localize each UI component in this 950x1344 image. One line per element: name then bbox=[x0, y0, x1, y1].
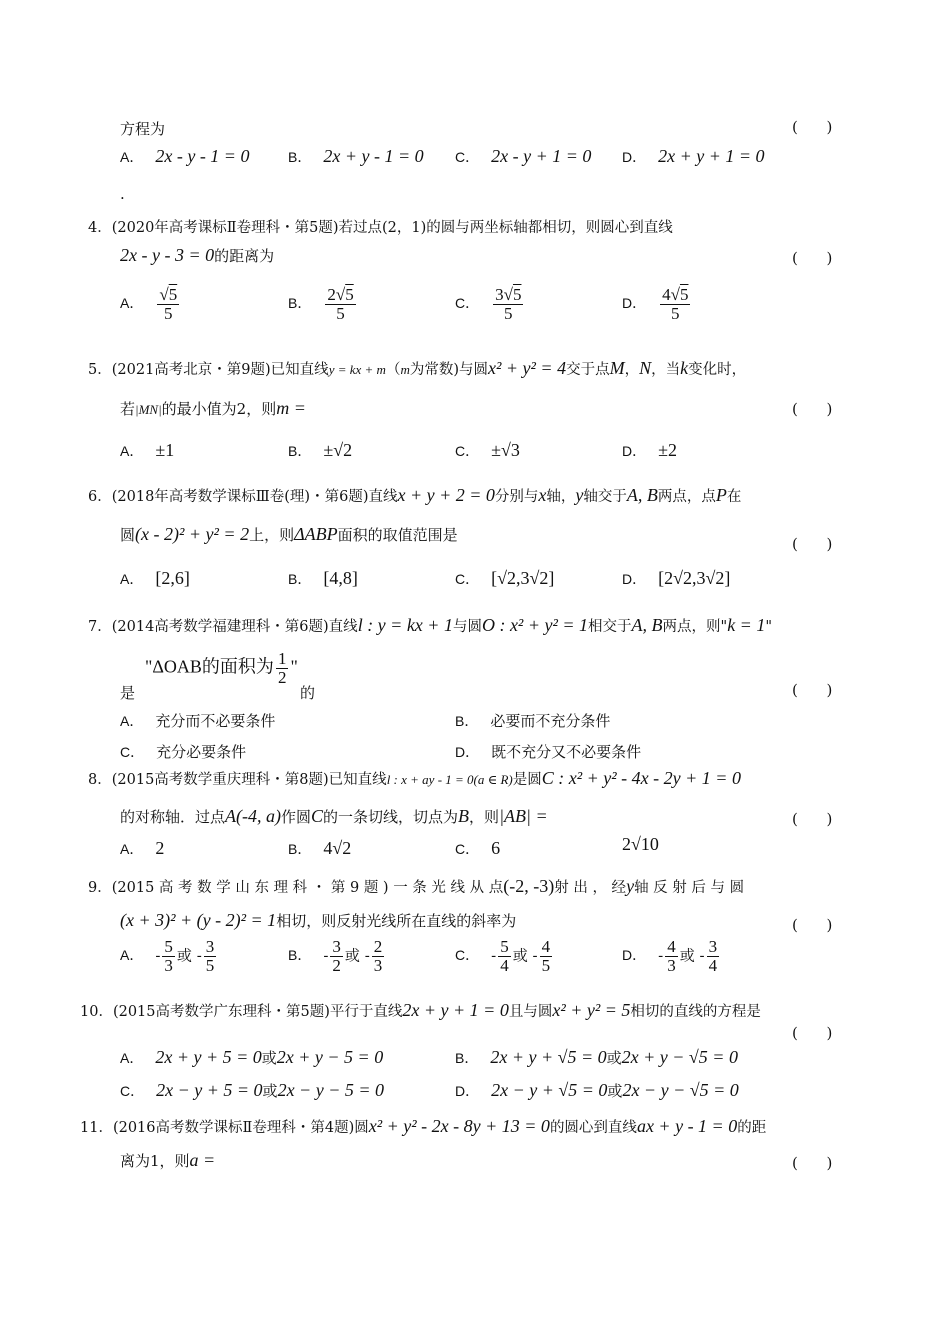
option-d: D． $\frac{4√5}{5}$ bbox=[622, 285, 689, 323]
option-c: C． 充分必要条件 bbox=[120, 743, 247, 761]
option-a: A． 充分而不必要条件 bbox=[120, 712, 276, 730]
option-d: D． ±2 bbox=[622, 440, 678, 460]
option-a: A． - $\frac{5}{3}$ 或 - $\frac{3}{5}$ bbox=[120, 937, 215, 975]
answer-bracket: ( ) bbox=[792, 681, 833, 699]
question-10-line1: 10．(2015高考数学广东理科・第5题)平行于直线2x + y + 1 = 0且与圆x² + y² = 5相切的直线的方程是 bbox=[80, 1000, 761, 1020]
option-c: C． 2x - y + 1 = 0 bbox=[455, 146, 592, 166]
option-c: C． $\frac{3√5}{5}$ bbox=[455, 285, 522, 323]
question-6-line1: 6．(2018年高考数学课标Ⅲ卷(理)・第6题)直线x + y + 2 = 0分别与x轴，y轴交于A, B两点，点P在 bbox=[88, 485, 742, 505]
option-a: A． 2x - y - 1 = 0 bbox=[120, 146, 250, 166]
question-7-quote: "ΔOAB的面积为 $\frac{1}{2}$ " bbox=[145, 649, 298, 687]
option-b: B． $\frac{2√5}{5}$ bbox=[288, 285, 354, 323]
option-b: B． 必要而不充分条件 bbox=[455, 712, 611, 730]
option-d: D． [2√2,3√2] bbox=[622, 568, 731, 588]
option-b: B． - $\frac{3}{2}$ 或 - $\frac{2}{3}$ bbox=[288, 937, 383, 975]
question-7-de: 的 bbox=[300, 684, 316, 702]
question-11-line1: 11．(2016高考数学课标Ⅱ卷理科・第4题)圆x² + y² - 2x - 8y + 13 = 0的圆心到直线ax + y - 1 = 0的距 bbox=[80, 1116, 767, 1136]
answer-bracket: ( ) bbox=[792, 118, 833, 136]
answer-bracket: ( ) bbox=[792, 1024, 833, 1042]
option-a: A． 2x + y + 5 = 0或2x + y − 5 = 0 bbox=[120, 1047, 384, 1067]
option-a: A． ±1 bbox=[120, 440, 175, 460]
option-d: 2√10 bbox=[622, 834, 659, 854]
prev-question-stem: 方程为 bbox=[120, 120, 166, 138]
answer-bracket: ( ) bbox=[792, 249, 833, 267]
question-5-line2: 若|MN|的最小值为2，则m = bbox=[120, 398, 306, 418]
question-7-line1: 7．(2014高考数学福建理科・第6题)直线l : y = kx + 1与圆O : x² + y² = 1相交于A, B两点，则"k = 1" bbox=[88, 615, 772, 635]
question-8-line2: 的对称轴．过点A(-4, a)作圆C的一条切线，切点为B，则|AB| = bbox=[120, 806, 548, 826]
answer-bracket: ( ) bbox=[792, 916, 833, 934]
question-7-shi: 是 bbox=[120, 684, 136, 702]
question-8-line1: 8．(2015高考数学重庆理科・第8题)已知直线l : x + ay - 1 = 0(a ∈ R)是圆C : x² + y² - 4x - 2y + 1 = 0 bbox=[88, 768, 741, 788]
option-b: B． 2x + y + √5 = 0或2x + y − √5 = 0 bbox=[455, 1047, 738, 1067]
option-c: C． 6 bbox=[455, 838, 501, 858]
option-b: B． [4,8] bbox=[288, 568, 358, 588]
option-a: A． 2 bbox=[120, 838, 165, 858]
option-d: D． 2x − y + √5 = 0或2x − y − √5 = 0 bbox=[455, 1080, 739, 1100]
answer-bracket: ( ) bbox=[792, 400, 833, 418]
question-4-line2: 2x - y - 3 = 0的距离为 bbox=[120, 245, 275, 265]
stray-dot: . bbox=[120, 185, 125, 203]
question-4-line1: 4．(2020年高考课标Ⅱ卷理科・第5题)若过点(2，1)的圆与两坐标轴都相切，则圆心到直线 bbox=[88, 220, 673, 236]
question-5-line1: 5．(2021高考北京・第9题)已知直线y = kx + m（m为常数)与圆x² + y² = 4交于点M，N，当k变化时， bbox=[88, 358, 747, 378]
question-9-line2: (x + 3)² + (y - 2)² = 1相切，则反射光线所在直线的斜率为 bbox=[120, 910, 517, 930]
option-c: C． ±√3 bbox=[455, 440, 520, 460]
option-a: A． [2,6] bbox=[120, 568, 190, 588]
answer-bracket: ( ) bbox=[792, 535, 833, 553]
answer-bracket: ( ) bbox=[792, 1154, 833, 1172]
option-d: D． 2x + y + 1 = 0 bbox=[622, 146, 765, 166]
option-a: A． $\frac{√5}{5}$ bbox=[120, 285, 178, 323]
question-6-line2: 圆(x - 2)² + y² = 2上，则ΔABP面积的取值范围是 bbox=[120, 524, 458, 544]
option-d: D． 既不充分又不必要条件 bbox=[455, 743, 642, 761]
option-c: C． [√2,3√2] bbox=[455, 568, 555, 588]
option-b: B． 2x + y - 1 = 0 bbox=[288, 146, 424, 166]
question-11-line2: 离为1，则a = bbox=[120, 1150, 216, 1170]
answer-bracket: ( ) bbox=[792, 810, 833, 828]
option-b: B． ±√2 bbox=[288, 440, 353, 460]
option-c: C． 2x − y + 5 = 0或2x − y − 5 = 0 bbox=[120, 1080, 384, 1100]
option-b: B． 4√2 bbox=[288, 838, 352, 858]
option-c: C． - $\frac{5}{4}$ 或 - $\frac{4}{5}$ bbox=[455, 937, 551, 975]
option-d: D． - $\frac{4}{3}$ 或 - $\frac{3}{4}$ bbox=[622, 937, 718, 975]
question-9-line1: 9．(2015 高 考 数 学 山 东 理 科 ・ 第 9 题 ) 一 条 光 线 从 点(-2, -3)射 出 ， 经y轴 反 射 后 与 圆 bbox=[88, 876, 745, 896]
